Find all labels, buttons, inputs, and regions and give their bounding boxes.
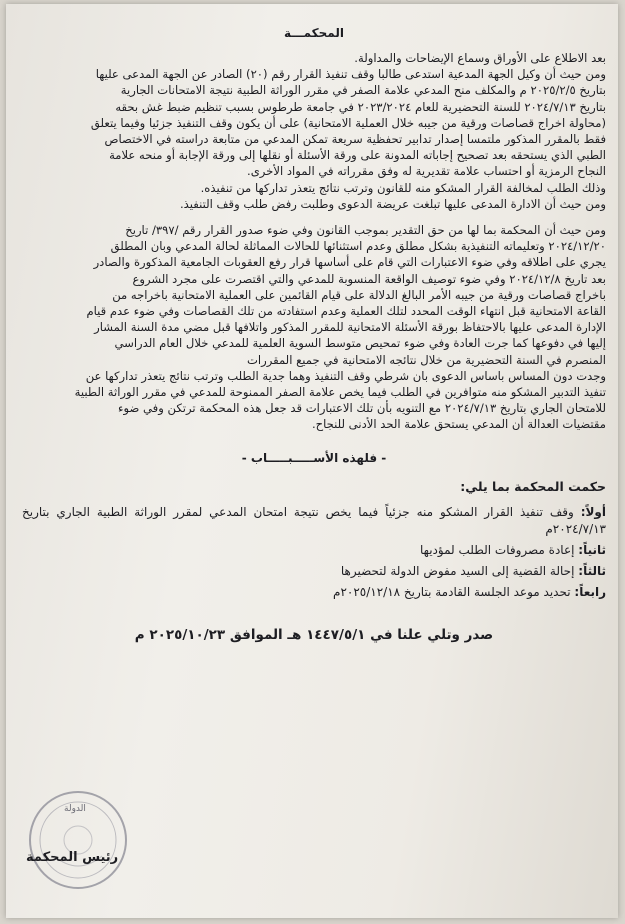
ruling-number: ثانياً: <box>578 542 606 557</box>
ruling-item <box>22 542 606 559</box>
text-line: للامتحان الجاري بتاريخ ٢٠٢٤/٧/١٣ مع التنويه بأن تلك الاعتبارات قد جعل هذه المحكمة ترتكن وفي ضوء <box>118 401 606 416</box>
paragraph-facts <box>22 50 606 212</box>
text-line: المنصرم في السنة التحضيرية من خلال نتائجه الامتحانية في جميع المقررات <box>246 352 606 367</box>
text-line: باخراج قصاصات ورقية من جيبه الأمر البالغ الدلالة على قيام القائمين على العملية الامتحانية باخراجه من <box>112 287 606 302</box>
ruling-text: إحالة القضية إلى السيد مفوض الدولة لتحضيرها <box>340 563 575 578</box>
text-line: وذلك الطلب لمخالفة القرار المشكو منه للقانون وترتب نتائج يتعذر تداركها من تنفيذه. <box>200 180 606 195</box>
text-line: بعد الاطلاع على الأوراق وسماع الإيضاحات والمداولة. <box>354 51 606 65</box>
ruling-item <box>22 584 606 601</box>
court-president-signature: رئيس المحكمة <box>26 850 119 865</box>
text-line: وجدت دون المساس باساس الدعوى بان شرطي وقف التنفيذ وهما جدية الطلب وترتب نتائج يتعذر تداركها عن <box>85 368 606 383</box>
text-line: ٢٠٢٤/١٢/٢٠ وتعليماته التنفيذية بشكل مطلق وعدم استثنائها للحالات المماثلة لحالة المدعي وبان المطلق <box>110 239 606 254</box>
text-line: ومن حيث أن المحكمة بما لها من حق التقدير بموجب القانون وفي ضوء صدور القرار رقم /٣٩٧/ تاريخ <box>125 223 606 238</box>
text-line: (محاولة اخراج قصاصات ورقية من جيبه خلال العملية الامتحانية) على أن يكون وقف التنفيذ جزئيا وفيما يتعلق <box>90 115 606 130</box>
text-line: بتاريخ ٢٠٢٤/٧/١٣ للسنة التحضيرية للعام ٢٠٢٣/٢٠٢٤ في جامعة طرطوس بسبب تنظيم ضبط غش بحقه <box>115 99 606 114</box>
stamp-text: الدولة <box>64 804 86 814</box>
paragraph-reasoning <box>22 222 606 433</box>
ruling-number: رابعاً: <box>574 584 606 599</box>
text-line: الإدارة المدعى عليها بالاحتفاظ بورقة الأسئلة الامتحانية للمقرر المذكور واتلافها قبل مضي مدة السنة المشار <box>94 320 606 335</box>
text-line: ومن حيث أن الادارة المدعى عليها تبلغت عريضة الدعوى وطلبت رفض طلب وقف التنفيذ. <box>179 196 606 211</box>
ruling-text: تحديد موعد الجلسة القادمة بتاريخ ٢٠٢٥/١٢/١٨م <box>333 584 571 599</box>
text-line: يجري على اطلاقه وفي ضوء الاعتبارات التي قام على أساسها قرار رفع العقوبات الجامعية المذكورة والصادر <box>93 255 606 270</box>
text-line: إليها في دفوعها كما جرت العادة وفي ضوء تمحيص متوسط السوية العلمية للمدعي خلال العام الدراسي <box>114 336 606 351</box>
text-line: القاعة الامتحانية قبل انتهاء الوقت المحدد لتلك العملية وعدم استفادته من تلك القصاصات وفي ضوء عدم قيام <box>86 304 606 319</box>
court-seal-icon <box>24 786 132 894</box>
judgment-body <box>22 18 606 643</box>
text-line: مقتضيات العدالة أن المدعي يستحق علامة الحد الأدنى للنجاح. <box>311 417 606 432</box>
document-page <box>6 4 618 918</box>
ruling-list <box>22 504 606 601</box>
issued-date-line: صدر وتلي علنا في ١٤٤٧/٥/١ هـ الموافق ٢٠٢٥/١٠/٢٣ م <box>134 626 494 643</box>
ruling-intro: حكمت المحكمة بما يلي: <box>460 478 606 494</box>
text-line: بعد تاريخ ٢٠٢٤/١٢/٨ وفي ضوء توصيف الواقعة المنسوبة للمدعي والتي اقتصرت على مجرد الشروع <box>132 271 606 286</box>
reasons-heading: - فلهذه الأســـــبـــــاب - <box>241 450 387 465</box>
text-line: ومن حيث أن وكيل الجهة المدعية استدعى طالبا وقف تنفيذ القرار رقم (٢٠) الصادر عن الجهة المدعى عليها <box>95 67 606 82</box>
text-line: النجاح الرمزية أو احتساب علامة تقديرية له وفق مقرراته في المواد الأخرى. <box>247 164 606 179</box>
text-line: الطبي الذي يستحقه بعد تصحيح إجاباته المدونة على ورقة الأسئلة أو نقلها إلى ورقة الإجابة أو منحه علامة <box>109 148 606 163</box>
ruling-text: وقف تنفيذ القرار المشكو منه جزئياً فيما يخص نتيجة امتحان المدعي لمقرر الوراثة الطبية الجاري بتاريخ ٢٠٢٤/٧/١٣م <box>22 504 606 536</box>
ruling-item <box>22 563 606 580</box>
ruling-item <box>22 504 606 538</box>
text-line: تنفيذ التدبير المشكو منه متوافرين في الطلب فيما يخص علامة الصفر الممنوحة للمدعي في مقرر الوراثة الطبية <box>74 385 606 400</box>
ruling-number: ثالثاً: <box>578 563 606 578</box>
ruling-text: إعادة مصروفات الطلب لمؤديها <box>420 542 575 557</box>
text-line: فقط بالمقرر المذكور ملتمسا إصدار تدابير تحفظية سريعة تمكن المدعي من متابعة دراسته في الاختصاص <box>104 132 606 147</box>
ruling-number: أولاً: <box>580 504 606 519</box>
text-line: بتاريخ ٢٠٢٥/٢/٥ م والمكلف منح المدعي علامة الصفر في مقرر الوراثة الطبية نتيجة الامتحانات الجارية <box>120 83 606 98</box>
court-heading: المحكمـــة <box>284 26 344 40</box>
